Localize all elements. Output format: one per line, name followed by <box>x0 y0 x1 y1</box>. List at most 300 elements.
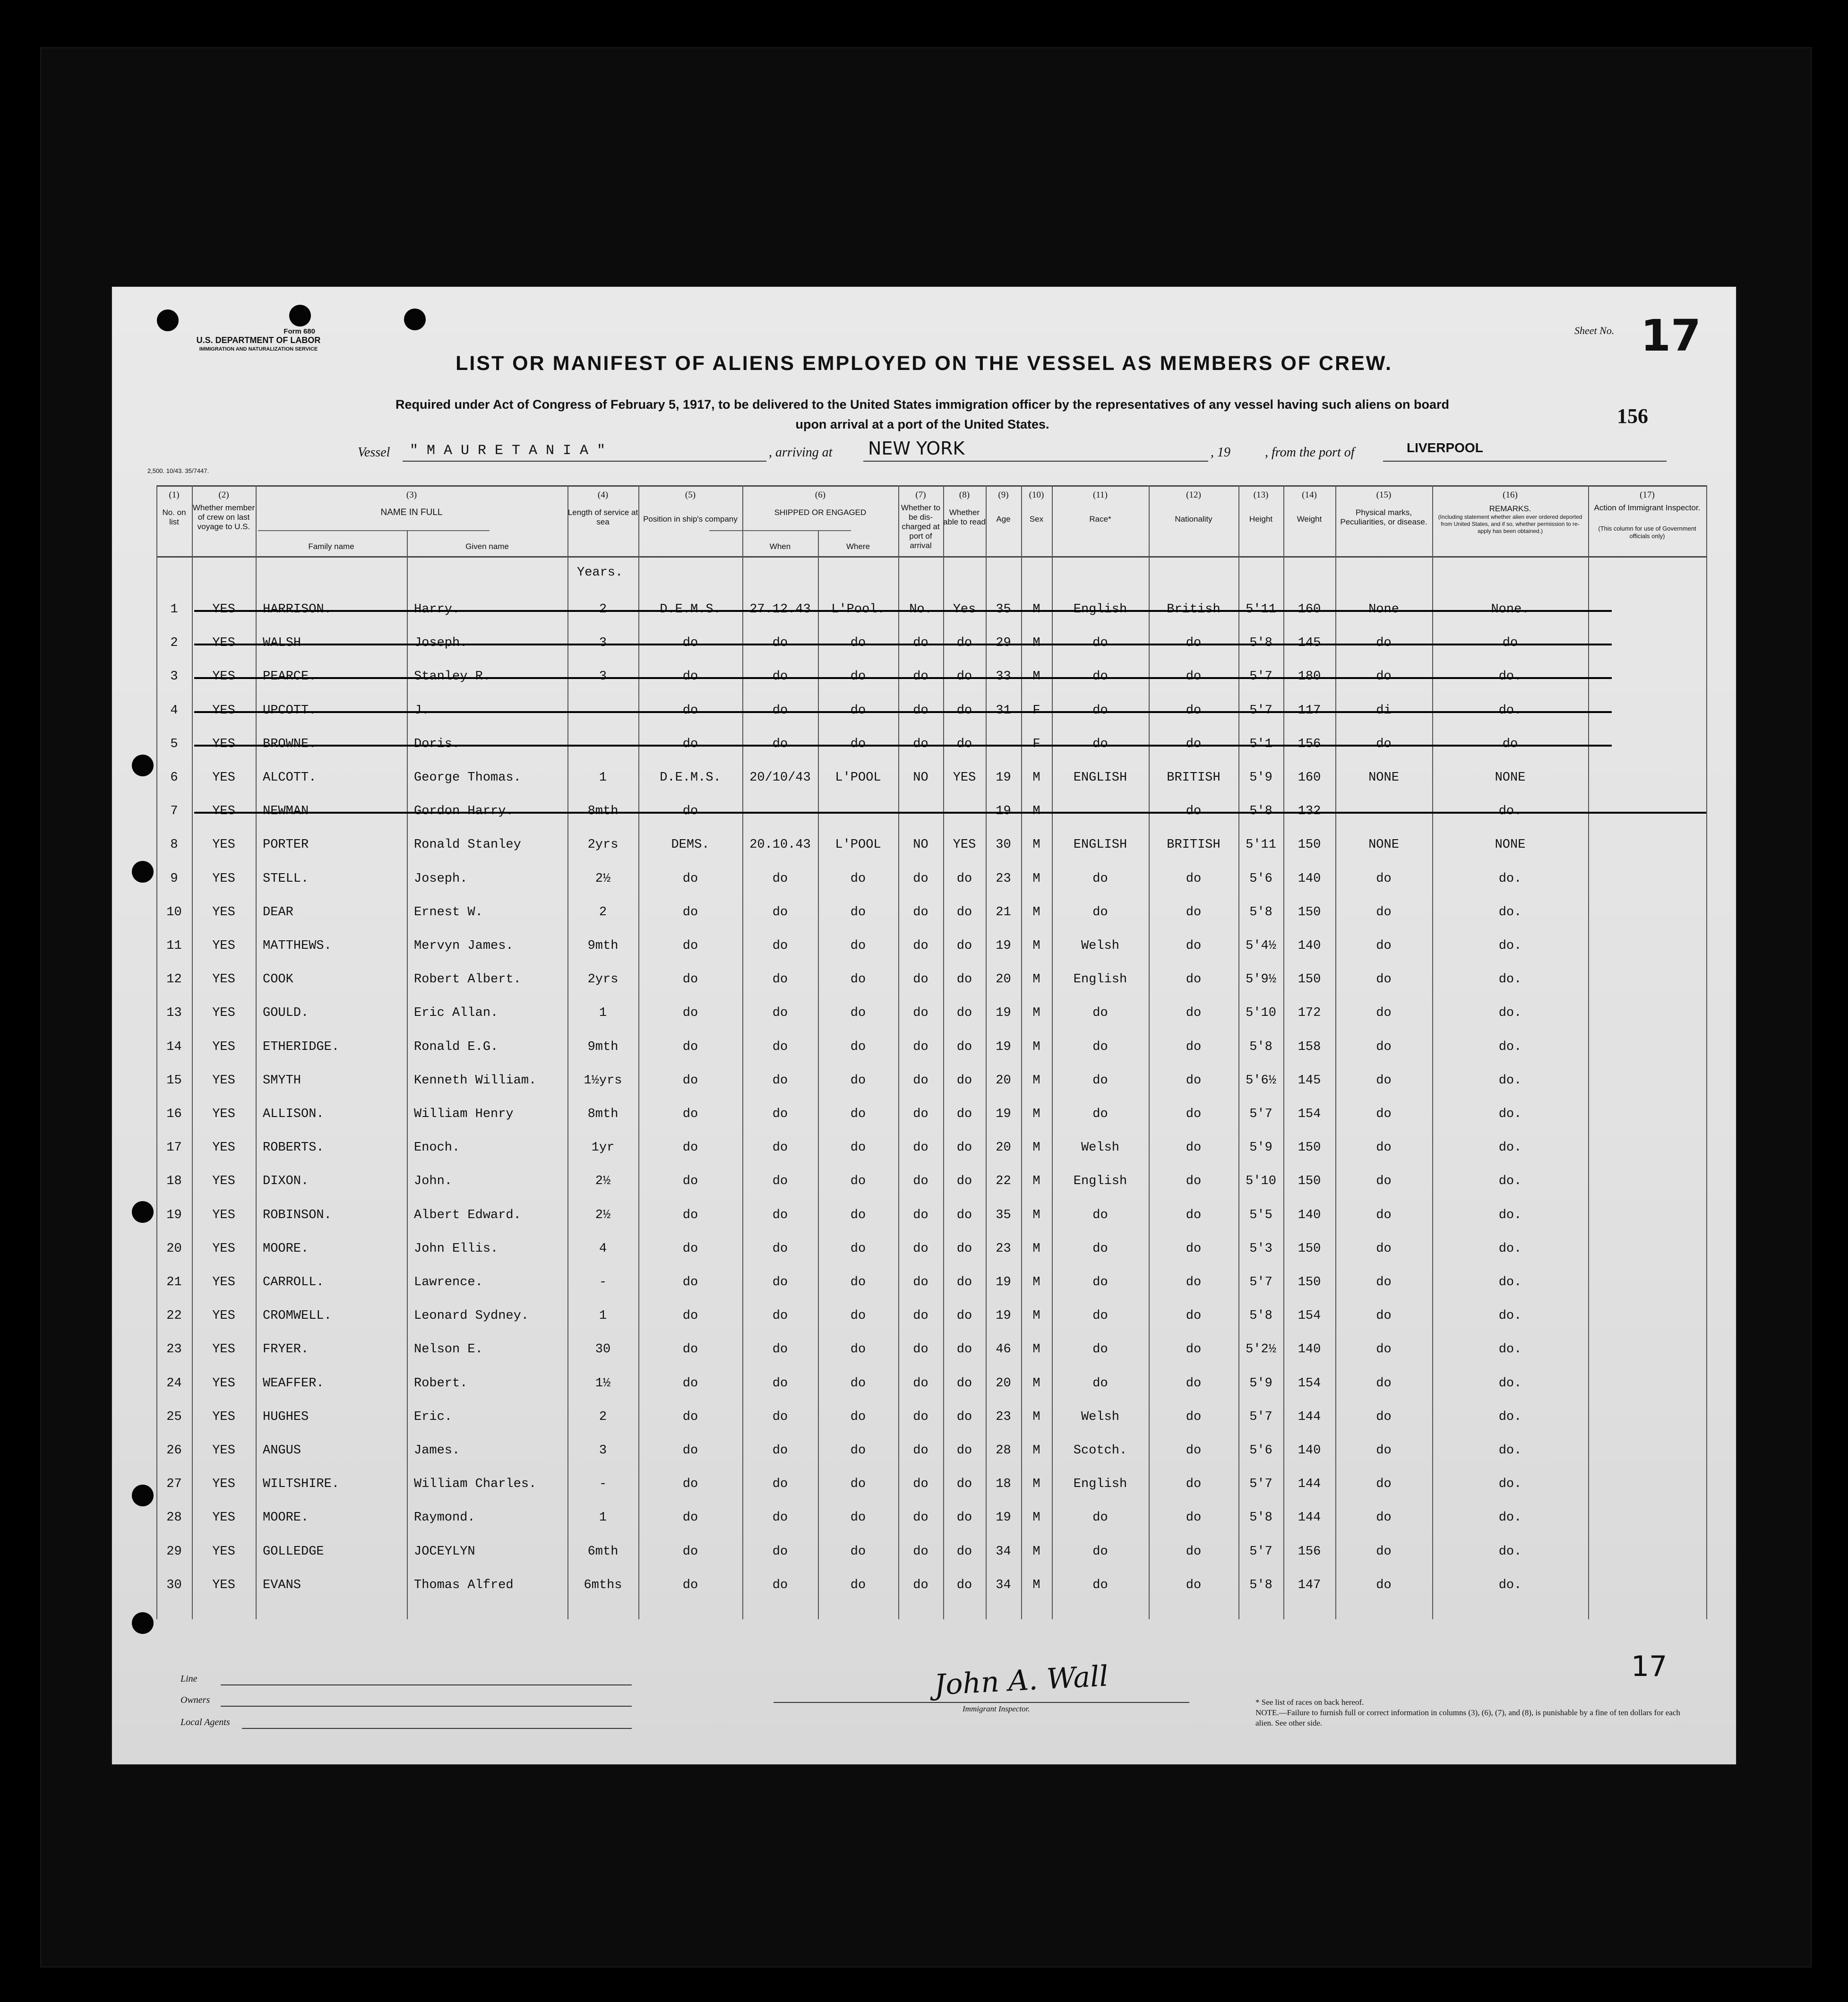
physical-marks: do <box>1376 1141 1392 1155</box>
row-number: 1 <box>170 602 178 617</box>
footer-owners-label: Owners <box>181 1695 210 1705</box>
physical-marks: do <box>1376 1275 1392 1289</box>
able-to-read: do <box>956 1511 972 1525</box>
position: do <box>682 1006 698 1021</box>
shipped-when: do <box>772 972 788 987</box>
physical-marks: do <box>1376 905 1392 919</box>
nationality: do <box>1186 636 1202 651</box>
discharged: do <box>913 1444 928 1458</box>
age: 19 <box>996 1275 1011 1289</box>
row-number: 12 <box>166 972 182 987</box>
position: do <box>682 1073 698 1088</box>
remarks: do. <box>1498 1309 1522 1323</box>
header-where: Where <box>846 542 870 551</box>
shipped-where: do <box>850 939 866 953</box>
physical-marks: do <box>1376 1444 1392 1458</box>
shipped-where: do <box>850 1409 866 1424</box>
physical-marks: do <box>1376 939 1392 953</box>
remarks: do. <box>1498 1444 1522 1458</box>
member-last-voyage: YES <box>212 972 235 987</box>
able-to-read: do <box>956 737 972 751</box>
physical-marks: di <box>1376 703 1392 718</box>
header-family-name: Family name <box>308 542 354 551</box>
sex: M <box>1032 1444 1040 1458</box>
sex: M <box>1032 1174 1040 1189</box>
shipped-when: do <box>772 1544 788 1559</box>
row-number: 23 <box>166 1342 182 1357</box>
family-name: GOLLEDGE <box>263 1544 324 1559</box>
strikethrough-line <box>194 610 1612 612</box>
height: 5'8 <box>1249 1578 1272 1592</box>
header-length-service: Length of service at sea <box>567 508 638 526</box>
footer-agents-label: Local Agents <box>181 1717 230 1727</box>
family-name: UPCOTT. <box>263 703 317 718</box>
document-title: LIST OR MANIFEST OF ALIENS EMPLOYED ON THE VESSEL AS MEMBERS OF CREW. <box>456 352 1392 375</box>
member-last-voyage: YES <box>212 1174 235 1189</box>
weight: 154 <box>1298 1376 1321 1391</box>
discharged: do <box>913 1342 928 1357</box>
department: U.S. DEPARTMENT OF LABOR <box>196 335 321 345</box>
age: 29 <box>996 636 1011 651</box>
weight: 158 <box>1298 1040 1321 1054</box>
sex: M <box>1032 1241 1040 1256</box>
weight: 154 <box>1298 1107 1321 1121</box>
header-weight: Weight <box>1297 515 1322 524</box>
row-number: 15 <box>166 1073 182 1088</box>
sex: M <box>1032 1309 1040 1323</box>
given-name: John. <box>414 1174 453 1189</box>
race: do <box>1092 670 1108 684</box>
physical-marks: do <box>1376 670 1392 684</box>
member-last-voyage: YES <box>212 1208 235 1222</box>
height: 5'11 <box>1246 602 1276 617</box>
age: 19 <box>996 939 1011 953</box>
header-name-in-full: NAME IN FULL <box>380 507 443 517</box>
row-number: 19 <box>166 1208 182 1222</box>
shipped-when: do <box>772 1342 788 1357</box>
given-name: Ernest W. <box>414 905 483 919</box>
shipped-where: do <box>850 670 866 684</box>
sex: M <box>1032 1477 1040 1492</box>
sheet-label: Sheet No. <box>1574 325 1615 336</box>
weight: 160 <box>1298 602 1321 617</box>
able-to-read: do <box>956 1275 972 1289</box>
shipped-where: do <box>850 1275 866 1289</box>
sex: M <box>1032 1376 1040 1391</box>
age: 19 <box>996 1107 1011 1121</box>
given-name: Robert Albert. <box>414 972 521 987</box>
subtitle-line-1: Required under Act of Congress of February 5, 1917, to be delivered to the United States immigration officer by the representatives of any vessel having such aliens on board <box>395 397 1450 412</box>
col-num-4: (4) <box>597 490 609 500</box>
table-row <box>156 863 1706 897</box>
family-name: ALCOTT. <box>263 771 317 785</box>
member-last-voyage: YES <box>212 1578 235 1592</box>
shipped-where: do <box>850 1107 866 1121</box>
height: 5'6 <box>1249 871 1272 886</box>
position: do <box>682 972 698 987</box>
remarks: NONE <box>1495 838 1526 852</box>
table-row <box>156 1536 1706 1570</box>
discharged: do <box>913 1275 928 1289</box>
family-name: HUGHES <box>263 1409 309 1424</box>
table-row <box>156 1099 1706 1133</box>
member-last-voyage: YES <box>212 636 235 651</box>
remarks: NONE <box>1495 771 1526 785</box>
height: 5'9 <box>1249 771 1272 785</box>
shipped-where: do <box>850 1342 866 1357</box>
manifest-table <box>156 485 1706 1619</box>
weight: 140 <box>1298 939 1321 953</box>
length-of-service: 6mths <box>584 1578 622 1592</box>
discharged: do <box>913 905 928 919</box>
header-discharged: Whether to be dis-charged at port of arrival <box>901 503 941 550</box>
discharged: do <box>913 1309 928 1323</box>
col-num-1: (1) <box>169 490 180 500</box>
table-row <box>156 1300 1706 1334</box>
able-to-read: do <box>956 1073 972 1088</box>
member-last-voyage: YES <box>212 1511 235 1525</box>
length-of-service: 4 <box>599 1241 607 1256</box>
member-last-voyage: YES <box>212 871 235 886</box>
race: do <box>1092 636 1108 651</box>
remarks: do. <box>1498 1006 1522 1021</box>
shipped-when: 20/10/43 <box>749 771 811 785</box>
family-name: ANGUS <box>263 1444 301 1458</box>
position: do <box>682 1309 698 1323</box>
given-name: Mervyn James. <box>414 939 514 953</box>
table-row <box>156 627 1706 662</box>
position: do <box>682 737 698 751</box>
family-name: CARROLL. <box>263 1275 324 1289</box>
remarks: do. <box>1498 1477 1522 1492</box>
nationality: British <box>1167 602 1221 617</box>
able-to-read: do <box>956 1444 972 1458</box>
table-row <box>156 661 1706 695</box>
col-num-7: (7) <box>915 490 926 500</box>
col-num-16: (16) <box>1503 490 1518 500</box>
nationality: do <box>1186 737 1202 751</box>
header-physical-marks: Physical marks, Peculiarities, or disease. <box>1340 508 1427 526</box>
family-name: PORTER <box>263 838 309 852</box>
position: do <box>682 939 698 953</box>
height: 5'4½ <box>1246 939 1276 953</box>
footnote-races: * See list of races on back hereof. <box>1255 1698 1364 1707</box>
age: 34 <box>996 1578 1011 1592</box>
able-to-read: do <box>956 1544 972 1559</box>
row-number: 17 <box>166 1141 182 1155</box>
sex: M <box>1032 1006 1040 1021</box>
race: do <box>1092 1544 1108 1559</box>
shipped-when: do <box>772 1040 788 1054</box>
col-num-17: (17) <box>1640 490 1655 500</box>
weight: 150 <box>1298 1275 1321 1289</box>
member-last-voyage: YES <box>212 804 235 819</box>
given-name: Kenneth William. <box>414 1073 537 1088</box>
position: do <box>682 703 698 718</box>
table-row <box>156 729 1706 763</box>
family-name: PEARCE. <box>263 670 317 684</box>
shipped-where: do <box>850 1208 866 1222</box>
discharged: do <box>913 1107 928 1121</box>
member-last-voyage: YES <box>212 1107 235 1121</box>
member-last-voyage: YES <box>212 1376 235 1391</box>
nationality: do <box>1186 804 1202 819</box>
weight: 144 <box>1298 1477 1321 1492</box>
physical-marks: do <box>1376 1376 1392 1391</box>
position: do <box>682 1208 698 1222</box>
table-row <box>156 997 1706 1031</box>
given-name: Gordon Harry. <box>414 804 514 819</box>
able-to-read: do <box>956 1107 972 1121</box>
given-name: Nelson E. <box>414 1342 483 1357</box>
race: do <box>1092 1342 1108 1357</box>
header-able-read: Whether able to read <box>943 508 986 526</box>
family-name: STELL. <box>263 871 309 886</box>
vessel-name: " M A U R E T A N I A " <box>410 443 606 459</box>
family-name: BROWNE. <box>263 737 317 751</box>
weight: 150 <box>1298 1141 1321 1155</box>
age: 28 <box>996 1444 1011 1458</box>
shipped-when: do <box>772 1376 788 1391</box>
position: do <box>682 1544 698 1559</box>
race: do <box>1092 871 1108 886</box>
remarks: do. <box>1498 972 1522 987</box>
able-to-read: do <box>956 871 972 886</box>
header-position: Position in ship's company <box>643 515 738 524</box>
age: 23 <box>996 1409 1011 1424</box>
table-row <box>156 1401 1706 1435</box>
discharged: do <box>913 1376 928 1391</box>
member-last-voyage: YES <box>212 905 235 919</box>
weight: 150 <box>1298 972 1321 987</box>
height: 5'8 <box>1249 1040 1272 1054</box>
table-row <box>156 829 1706 863</box>
given-name: George Thomas. <box>414 771 521 785</box>
col-num-2: (2) <box>218 490 229 500</box>
table-row <box>156 1166 1706 1200</box>
col-num-8: (8) <box>959 490 970 500</box>
able-to-read: do <box>956 1309 972 1323</box>
able-to-read: do <box>956 1376 972 1391</box>
nationality: do <box>1186 1174 1202 1189</box>
weight: 160 <box>1298 771 1321 785</box>
nationality: do <box>1186 1444 1202 1458</box>
sex: M <box>1032 972 1040 987</box>
remarks: do. <box>1498 1073 1522 1088</box>
header-sex: Sex <box>1029 515 1044 524</box>
member-last-voyage: YES <box>212 771 235 785</box>
able-to-read: do <box>956 1342 972 1357</box>
given-name: Joseph. <box>414 636 468 651</box>
given-name: Enoch. <box>414 1141 460 1155</box>
race: do <box>1092 1511 1108 1525</box>
shipped-where: do <box>850 1006 866 1021</box>
sex: M <box>1032 1275 1040 1289</box>
discharged: do <box>913 636 928 651</box>
header-given-name: Given name <box>465 542 509 551</box>
header-shipped-engaged: SHIPPED OR ENGAGED <box>774 508 867 517</box>
sex: M <box>1032 602 1040 617</box>
remarks: do. <box>1498 1578 1522 1592</box>
race: Scotch. <box>1073 1444 1127 1458</box>
remarks: do. <box>1498 1241 1522 1256</box>
nationality: do <box>1186 1141 1202 1155</box>
position: do <box>682 1376 698 1391</box>
footer-line-label: Line <box>181 1674 198 1684</box>
row-number: 16 <box>166 1107 182 1121</box>
position: do <box>682 1141 698 1155</box>
length-of-service: 8mth <box>587 1107 619 1121</box>
height: 5'8 <box>1249 905 1272 919</box>
header-nationality: Nationality <box>1175 515 1212 524</box>
shipped-where: L'POOL <box>835 771 881 785</box>
sex: M <box>1032 871 1040 886</box>
table-row <box>156 1132 1706 1166</box>
length-of-service: 2½ <box>595 1208 611 1222</box>
given-name: Eric Allan. <box>414 1006 499 1021</box>
nationality: do <box>1186 670 1202 684</box>
age: 20 <box>996 1141 1011 1155</box>
remarks: do. <box>1498 1141 1522 1155</box>
manifest-sheet <box>112 287 1736 1764</box>
sex: M <box>1032 636 1040 651</box>
col-num-6: (6) <box>815 490 826 500</box>
year-label: , 19 <box>1211 445 1230 460</box>
row-number: 28 <box>166 1511 182 1525</box>
shipped-where: do <box>850 1040 866 1054</box>
member-last-voyage: YES <box>212 1241 235 1256</box>
length-of-service: - <box>599 1477 607 1492</box>
shipped-when: do <box>772 1208 788 1222</box>
from-port-label: , from the port of <box>1265 445 1355 460</box>
family-name: CROMWELL. <box>263 1309 332 1323</box>
discharged: do <box>913 1208 928 1222</box>
shipped-when: do <box>772 1444 788 1458</box>
nationality: do <box>1186 1376 1202 1391</box>
col-num-13: (13) <box>1253 490 1269 500</box>
remarks: do <box>1502 737 1518 751</box>
given-name: Doris. <box>414 737 460 751</box>
discharged: No. <box>909 602 932 617</box>
family-name: ROBINSON. <box>263 1208 332 1222</box>
member-last-voyage: YES <box>212 1477 235 1492</box>
remarks: do. <box>1498 1107 1522 1121</box>
header-remarks-note: (Including statement whether alien ever ordered deported from United States, and if so, whether permission to re-apply has been obtained.) <box>1438 514 1582 534</box>
family-name: FRYER. <box>263 1342 309 1357</box>
family-name: SMYTH <box>263 1073 301 1088</box>
height: 5'9 <box>1249 1376 1272 1391</box>
age: 30 <box>996 838 1011 852</box>
col-num-14: (14) <box>1302 490 1317 500</box>
col-num-15: (15) <box>1376 490 1392 500</box>
table-row <box>156 930 1706 964</box>
sex: F <box>1032 703 1040 718</box>
subtitle-line-2: upon arrival at a port of the United States. <box>795 417 1049 431</box>
given-name: JOCEYLYN <box>414 1544 475 1559</box>
shipped-when: do <box>772 1107 788 1121</box>
length-of-service: 1 <box>599 1006 607 1021</box>
given-name: William Henry <box>414 1107 514 1121</box>
member-last-voyage: YES <box>212 939 235 953</box>
given-name: Ronald E.G. <box>414 1040 499 1054</box>
row-number: 25 <box>166 1409 182 1424</box>
shipped-when: do <box>772 1511 788 1525</box>
sheet-number: 17 <box>1641 310 1702 361</box>
physical-marks: do <box>1376 1073 1392 1088</box>
weight: 117 <box>1298 703 1321 718</box>
length-of-service: 9mth <box>587 1040 619 1054</box>
age: 21 <box>996 905 1011 919</box>
discharged: do <box>913 670 928 684</box>
family-name: EVANS <box>263 1578 301 1592</box>
sex: M <box>1032 1040 1040 1054</box>
physical-marks: do <box>1376 636 1392 651</box>
member-last-voyage: YES <box>212 1073 235 1088</box>
row-number: 5 <box>170 737 178 751</box>
sex: M <box>1032 1141 1040 1155</box>
position: do <box>682 1241 698 1256</box>
table-row <box>156 594 1706 628</box>
weight: 150 <box>1298 1241 1321 1256</box>
shipped-where: do <box>850 1376 866 1391</box>
table-row <box>156 1267 1706 1301</box>
age: 34 <box>996 1544 1011 1559</box>
physical-marks: do <box>1376 737 1392 751</box>
remarks: do. <box>1498 703 1522 718</box>
member-last-voyage: YES <box>212 1444 235 1458</box>
sex: M <box>1032 1073 1040 1088</box>
able-to-read: do <box>956 1578 972 1592</box>
member-last-voyage: YES <box>212 703 235 718</box>
race: do <box>1092 1208 1108 1222</box>
height: 5'7 <box>1249 1275 1272 1289</box>
discharged: do <box>913 1578 928 1592</box>
family-name: ETHERIDGE. <box>263 1040 340 1054</box>
given-name: James. <box>414 1444 460 1458</box>
shipped-where: do <box>850 1444 866 1458</box>
height: 5'7 <box>1249 1477 1272 1492</box>
shipped-when: do <box>772 1275 788 1289</box>
race: Welsh <box>1081 1409 1119 1424</box>
row-number: 18 <box>166 1174 182 1189</box>
race: do <box>1092 737 1108 751</box>
position: do <box>682 1174 698 1189</box>
weight: 140 <box>1298 871 1321 886</box>
physical-marks: NONE <box>1368 838 1399 852</box>
shipped-where: do <box>850 1578 866 1592</box>
physical-marks: do <box>1376 1477 1392 1492</box>
given-name: Joseph. <box>414 871 468 886</box>
row-number: 29 <box>166 1544 182 1559</box>
age: 35 <box>996 602 1011 617</box>
inspector-label: Immigrant Inspector. <box>963 1704 1030 1713</box>
weight: 140 <box>1298 1444 1321 1458</box>
height: 5'6 <box>1249 1444 1272 1458</box>
age: 31 <box>996 703 1011 718</box>
shipped-where: L'Pool. <box>831 602 885 617</box>
shipped-where: do <box>850 1073 866 1088</box>
departure-port: LIVERPOOL <box>1407 440 1483 455</box>
discharged: do <box>913 1006 928 1021</box>
table-row <box>156 964 1706 998</box>
family-name: WILTSHIRE. <box>263 1477 340 1492</box>
given-name: Raymond. <box>414 1511 475 1525</box>
given-name: Robert. <box>414 1376 468 1391</box>
remarks: do. <box>1498 905 1522 919</box>
shipped-when: do <box>772 703 788 718</box>
shipped-when: do <box>772 1073 788 1088</box>
length-of-service: 1yr <box>591 1141 615 1155</box>
